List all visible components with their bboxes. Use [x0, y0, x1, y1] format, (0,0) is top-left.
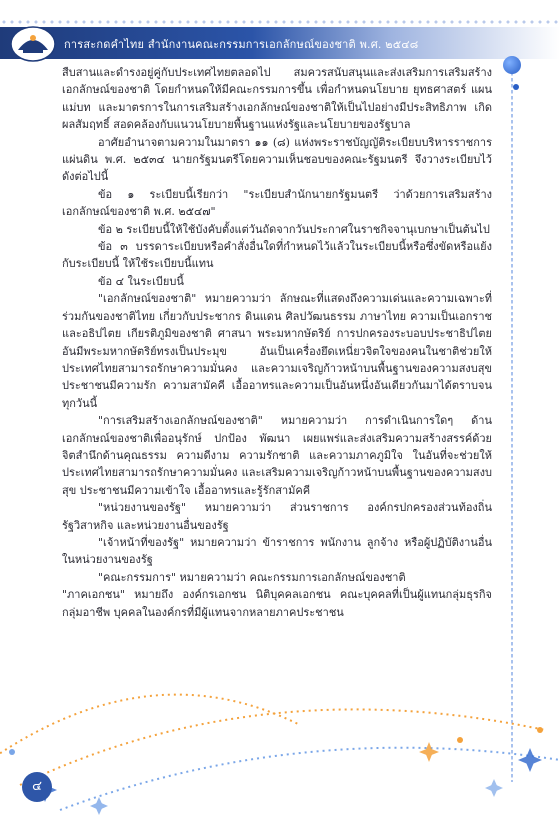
paragraph: "การเสริมสร้างเอกลักษณ์ของชาติ" หมายความว่า การดำเนินการใดๆ ด้านเอกลักษณ์ของชาติเพื่ออนุรักษ์ ปกป้อง พัฒนา เผยแพร่และส่งเสริมความสร้างสรรค์ด้วยจิตสำนึกด้านคุณธรรม ความดีงาม ความรักชาติ และความภาคภูมิใจ ในอันที่จะช่วยให้ประเทศไทยสามารถรักษาความมั่นคง และเสริมความเจริญก้าวหน้าบนพื้นฐานของความสงบสุข ประชาชนมีความเข้าใจ เอื้ออาทรและรู้รักสามัคคี: [62, 414, 492, 497]
paragraph: ข้อ ๑ ระเบียบนี้เรียกว่า "ระเบียบสำนักนายกรัฐมนตรี ว่าด้วยการเสริมสร้างเอกลักษณ์ของชาติ พ.ศ. ๒๕๔๗": [62, 187, 492, 219]
floral-border-decoration: [0, 610, 560, 815]
paragraph: สืบสานและดำรงอยู่คู่กับประเทศไทยตลอดไป สมควรสนับสนุนและส่งเสริมการเสริมสร้างเอกลักษณ์ของชาติ โดยกำหนดให้มีคณะกรรมการขึ้น เพื่อกำหนดนโยบาย ยุทธศาสตร์ แผนแม่บท และมาตรการในการเสริมสร้างเอกลักษณ์ของชาติให้เป็นไปอย่างมีประสิทธิภาพ เกิดผลสัมฤทธิ์ สอดคล้องกับแนวนโยบายพื้นฐานแห่งรัฐและนโยบายของรัฐบาล: [62, 66, 492, 132]
paragraph: "เอกลักษณ์ของชาติ" หมายความว่า ลักษณะที่แสดงถึงความเด่นและความเฉพาะที่ร่วมกันของชาติไทย เกี่ยวกับประชากร ดินแดน ศิลปวัฒนธรรม ภาษาไทย ความเป็นเอกราชและอธิปไตย เกียรติภูมิของชาติ ศาสนา พระมหากษัตริย์ การปกครองระบอบประชาธิปไตยอันมีพระมหากษัตริย์ทรงเป็นประมุข อันเป็นเครื่องยึดเหนี่ยวจิตใจของคนในชาติช่วยให้ประเทศไทยสามารถรักษาความมั่นคง และความเจริญก้าวหน้าบนพื้นฐานของความสงบสุข ประชาชนมีความรัก ความสามัคคี เอื้ออาทรและความเป็นอันหนึ่งอันเดียวกันมาได้ตราบจนทุกวันนี้: [62, 292, 492, 410]
paragraph: "เจ้าหน้าที่ของรัฐ" หมายความว่า ข้าราชการ พนักงาน ลูกจ้าง หรือผู้ปฏิบัติงานอื่นในหน่วยงานของรัฐ: [62, 535, 492, 567]
decorative-ball-large: [503, 56, 521, 74]
document-body: [62, 64, 492, 621]
paragraph: "หน่วยงานของรัฐ" หมายความว่า ส่วนราชการ องค์กรปกครองส่วนท้องถิ่น รัฐวิสาหกิจ และหน่วยงานอื่นของรัฐ: [62, 501, 492, 532]
paragraph: ข้อ ๒ ระเบียบนี้ให้ใช้บังคับตั้งแต่วันถัดจากวันประกาศในราชกิจจานุเบกษาเป็นต้นไป: [98, 222, 490, 236]
header-title: การสะกดคำไทย สำนักงานคณะกรรมการเอกลักษณ์ของชาติ พ.ศ. ๒๕๔๘: [64, 38, 419, 51]
decorative-ball-small: [513, 84, 519, 90]
page-number: ๔: [22, 772, 52, 802]
paragraph: "คณะกรรมการ" หมายความว่า คณะกรรมการเอกลักษณ์ของชาติ: [98, 570, 406, 584]
paragraph: อาศัยอำนาจตามความในมาตรา ๑๑ (๘) แห่งพระราชบัญญัติระเบียบบริหารราชการแผ่นดิน พ.ศ. ๒๕๓๔ นายกรัฐมนตรีโดยความเห็นชอบของคณะรัฐมนตรี จึงวางระเบียบไว้ ดังต่อไปนี้: [62, 135, 492, 184]
emblem-icon: [8, 24, 58, 64]
paragraph: ข้อ ๔ ในระเบียบนี้: [98, 274, 184, 288]
paragraph: ข้อ ๓ บรรดาระเบียบหรือคำสั่งอื่นใดที่กำหนดไว้แล้วในระเบียบนี้หรือซึ่งขัดหรือแย้งกับระเบียบนี้ ให้ใช้ระเบียบนี้แทน: [62, 240, 492, 271]
paragraph: "ภาคเอกชน" หมายถึง องค์กรเอกชน นิติบุคคลเอกชน คณะบุคคลที่เป็นผู้แทนกลุ่มธุรกิจ กลุ่มอาชีพ บุคคลในองค์กรที่มีผู้แทนจากหลายภาคประชาชน: [62, 588, 492, 619]
